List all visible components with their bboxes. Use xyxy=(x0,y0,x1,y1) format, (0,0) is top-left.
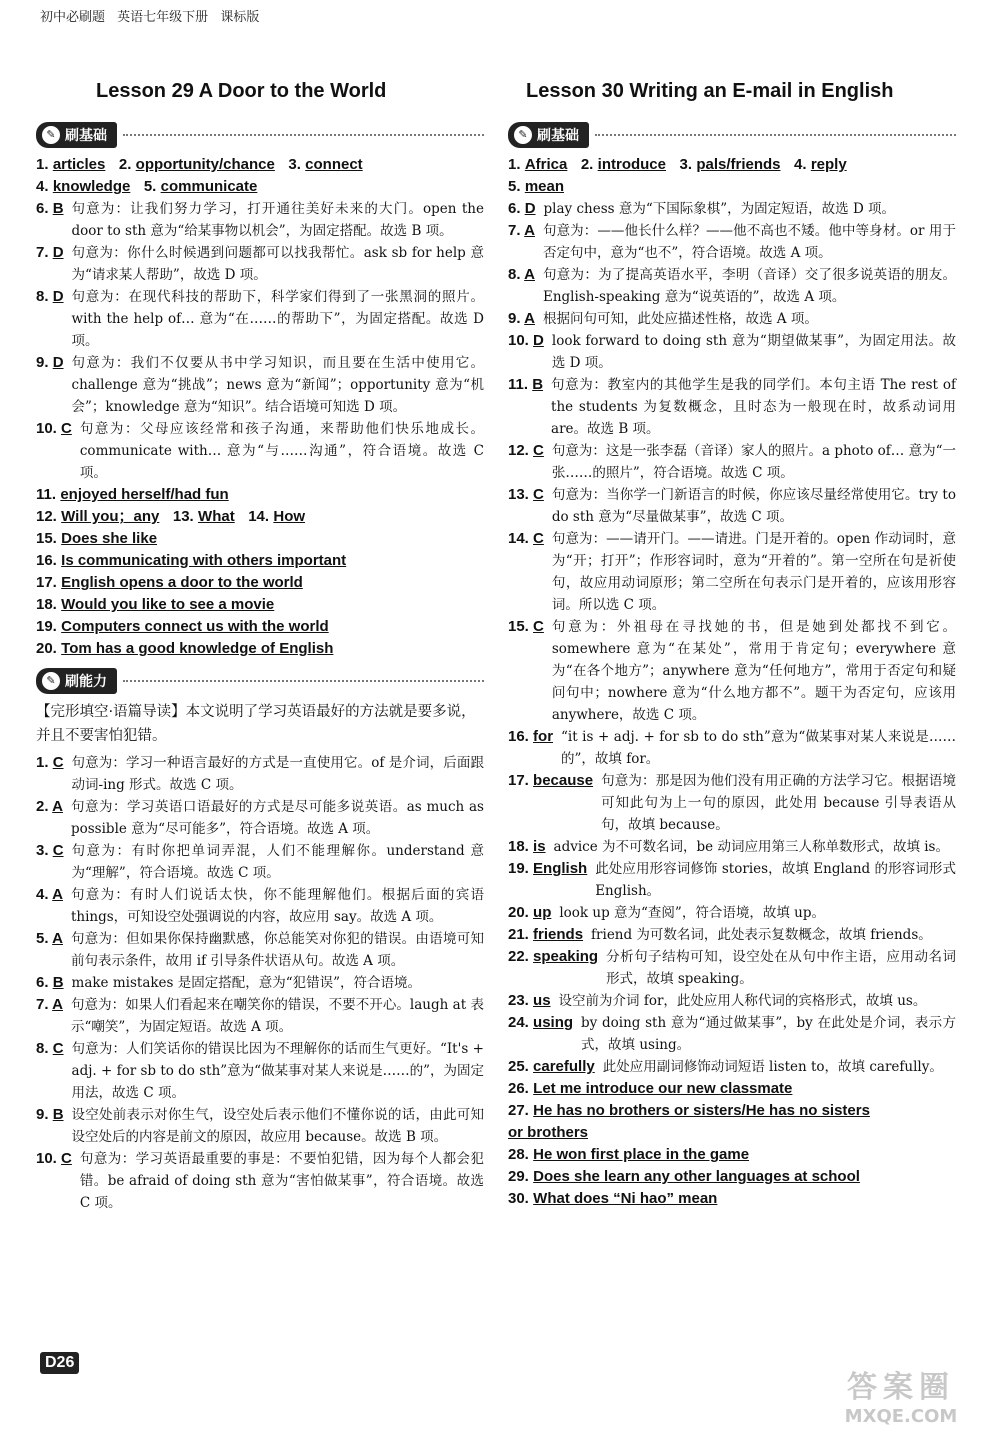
question-number: 12. xyxy=(508,442,529,459)
answer-line xyxy=(36,154,484,176)
answer-item xyxy=(508,616,956,726)
answer-text: What does “Ni hao” mean xyxy=(533,1190,718,1207)
question-number: 3. xyxy=(36,842,49,859)
answer-key: A xyxy=(52,798,63,815)
answer-line xyxy=(508,1122,956,1144)
item-label xyxy=(36,752,64,796)
question-number: 8. xyxy=(36,288,49,305)
answer-line xyxy=(508,1144,956,1166)
answer-text: Let me introduce our new classmate xyxy=(533,1080,793,1097)
item-label xyxy=(508,924,583,946)
question-number: 3. xyxy=(679,156,693,173)
answer-text: English opens a door to the world xyxy=(61,574,303,591)
explanation-text: 句意为：但如果你保持幽默感，你总能笑对你犯的错误。由语境可知前句表示条件，故用 if 引导条件状语从句。故选 A 项。 xyxy=(70,931,484,969)
question-number: 3. xyxy=(288,156,301,173)
answer-key: C xyxy=(61,420,72,437)
item-label xyxy=(508,528,544,616)
item-label xyxy=(508,726,553,770)
explanation-text: friend 为可数名词，此处表示复数概念，故填 friends。 xyxy=(591,927,932,943)
pencil-icon: ✎ xyxy=(42,126,60,144)
question-number: 10. xyxy=(36,1150,57,1167)
section-badge xyxy=(36,668,117,694)
question-number: 14. xyxy=(248,508,270,525)
explanation-text: 句意为：人们笑话你的错误比因为不理解你的话而生气更好。“It's + adj. + for sb to do sth”意为“做某事对某人来说是……的”，为固定用法，故选 C 项。 xyxy=(71,1041,484,1101)
watermark-line2: MXQE.COM xyxy=(844,1406,958,1427)
item-label xyxy=(36,1104,64,1148)
answer-text: Computers connect us with the world xyxy=(61,618,329,635)
explanation-text: make mistakes 是固定搭配，意为“犯错误”，符合语境。 xyxy=(71,975,422,991)
answer-key: C xyxy=(52,754,64,771)
explanation-text: advice 为不可数名词，be 动词应用第三人称单数形式，故填 is。 xyxy=(553,839,949,855)
question-number: 20. xyxy=(508,904,529,921)
item-label xyxy=(508,770,593,836)
explanation-text: 句意为：有时你把单词弄混，人们不能理解你。understand 意为“理解”，符合语境。故选 C 项。 xyxy=(71,843,484,881)
answer-text: What xyxy=(198,508,235,525)
answer-key: using xyxy=(533,1014,574,1031)
question-number: 6. xyxy=(36,974,49,991)
answer-text: articles xyxy=(52,156,106,173)
question-number: 20. xyxy=(36,640,57,657)
question-number: 4. xyxy=(36,178,49,195)
answer-item xyxy=(36,994,484,1038)
question-number: 7. xyxy=(36,996,49,1013)
question-number: 10. xyxy=(36,420,57,437)
dotted-divider xyxy=(595,134,956,136)
explanation-text: 此处应用形容词修饰 stories，故填 England 的形容词形式 English。 xyxy=(595,861,956,899)
question-number: 15. xyxy=(508,618,529,635)
answer-text: Will you；any xyxy=(61,508,160,525)
answer-key: D xyxy=(52,288,64,305)
answer-line xyxy=(508,1166,956,1188)
item-label xyxy=(36,972,64,994)
answer-item xyxy=(36,752,484,796)
item-label xyxy=(36,418,72,484)
answer-key: D xyxy=(533,332,544,349)
answer-key: B xyxy=(52,1106,64,1123)
question-number: 1. xyxy=(36,156,49,173)
question-number: 4. xyxy=(36,886,49,903)
explanation-text: 句意为：这是一张李磊（音译）家人的照片。a photo of… 意为“一张……的照片”，符合语境。故选 C 项。 xyxy=(551,443,956,481)
section-badge xyxy=(36,122,117,148)
answer-key: C xyxy=(533,530,544,547)
watermark-logo xyxy=(826,1362,976,1426)
answer-text: pals/friends xyxy=(696,156,781,173)
answer-text: knowledge xyxy=(52,178,131,195)
item-label xyxy=(508,308,535,330)
item-label xyxy=(508,484,544,528)
answer-line xyxy=(36,176,484,198)
answer-text: How xyxy=(273,508,306,525)
explanation-text: 句意为：为了提高英语水平，李明（音译）交了很多说英语的朋友。English-speaking 意为“说英语的”，故选 A 项。 xyxy=(542,267,956,305)
answer-text: Does she learn any other languages at school xyxy=(533,1168,860,1185)
item-label xyxy=(508,440,544,484)
answer-text: Would you like to see a movie xyxy=(61,596,275,613)
question-number: 11. xyxy=(36,486,57,503)
question-number: 9. xyxy=(36,354,49,371)
explanation-text: 句意为：有时人们说话太快，你不能理解他们。根据后面的宾语 things，可知设空处强调说的内容，故应用 say。故选 A 项。 xyxy=(70,887,484,925)
explanation-text: 句意为：如果人们看起来在嘲笑你的错误，不要不开心。laugh at 表示“嘲笑”，为固定短语。故选 A 项。 xyxy=(70,997,484,1035)
answer-item xyxy=(36,796,484,840)
answer-line xyxy=(36,638,484,660)
answer-key: D xyxy=(52,354,64,371)
answer-key: A xyxy=(524,310,535,327)
question-number: 26. xyxy=(508,1080,529,1097)
question-number: 5. xyxy=(143,178,157,195)
answer-key: speaking xyxy=(533,948,599,965)
answer-key: A xyxy=(52,886,63,903)
question-number: 18. xyxy=(36,596,57,613)
answer-line xyxy=(508,154,956,176)
section-label: 刷基础 xyxy=(65,128,107,144)
item-label xyxy=(508,1056,595,1078)
explanation-text: by doing sth 意为“通过做某事”，by 在此处是介词，表示方式，故填 using。 xyxy=(581,1015,956,1053)
question-number: 7. xyxy=(36,244,49,261)
answer-key: C xyxy=(533,486,544,503)
question-number: 24. xyxy=(508,1014,529,1031)
section-basic-left xyxy=(36,120,484,150)
question-number: 17. xyxy=(36,574,57,591)
answer-line xyxy=(508,1078,956,1100)
question-number: 9. xyxy=(508,310,521,327)
question-number: 15. xyxy=(36,530,57,547)
answer-key: B xyxy=(52,974,64,991)
item-label xyxy=(508,902,551,924)
answer-key: C xyxy=(533,442,544,459)
section-basic-right xyxy=(508,120,956,150)
answer-item xyxy=(36,1104,484,1148)
answer-text: reply xyxy=(810,156,847,173)
answer-key: C xyxy=(52,1040,64,1057)
question-number: 17. xyxy=(508,772,529,789)
question-number: 8. xyxy=(508,266,521,283)
item-label xyxy=(508,264,535,308)
question-number: 16. xyxy=(36,552,57,569)
answer-text: Is communicating with others important xyxy=(61,552,347,569)
left-choice-answers xyxy=(36,198,484,484)
answer-line xyxy=(36,594,484,616)
answer-item xyxy=(36,840,484,884)
dotted-divider xyxy=(123,134,484,136)
answer-item xyxy=(36,884,484,928)
question-number: 2. xyxy=(118,156,132,173)
item-label xyxy=(508,220,535,264)
answer-item xyxy=(508,902,956,924)
item-label xyxy=(508,946,598,990)
question-number: 12. xyxy=(36,508,57,525)
question-number: 13. xyxy=(508,486,529,503)
question-number: 21. xyxy=(508,926,529,943)
question-number: 27. xyxy=(508,1102,529,1119)
section-label: 刷基础 xyxy=(537,128,579,144)
answer-item xyxy=(508,440,956,484)
answer-key: D xyxy=(52,244,64,261)
answer-line xyxy=(508,1188,956,1210)
right-item-answers xyxy=(508,198,956,1078)
edition-name: 课标版 xyxy=(220,10,260,25)
explanation-text: 句意为：那是因为他们没有用正确的方法学习它。根据语境可知此句为上一句的原因，此处用 because 引导表语从句，故填 because。 xyxy=(601,773,956,833)
item-label xyxy=(36,286,64,352)
answer-item xyxy=(508,990,956,1012)
answer-key: because xyxy=(533,772,594,789)
answer-key: is xyxy=(533,838,546,855)
explanation-text: 句意为：学习英语最重要的事是：不要怕犯错，因为每个人都会犯错。be afraid of doing sth 意为“害怕做某事”，符合语境。故选 C 项。 xyxy=(79,1151,484,1211)
item-label xyxy=(36,352,64,418)
question-number: 22. xyxy=(508,948,529,965)
explanation-text: 句意为：——他长什么样？——他不高也不矮。他中等身材。or 用于否定句中，意为“也不”，符合语境。故选 A 项。 xyxy=(542,223,956,261)
answer-item xyxy=(508,264,956,308)
explanation-text: 句意为：——请开门。——请进。门是开着的。open 作动词时，意为“开；打开”；作形容词时，意为“开着的”。第一空所在句是祈使句，故应用动词原形；第二空所在句表示门是开着的，应该用形容词。所以选 C 项。 xyxy=(551,531,956,613)
item-label xyxy=(508,858,587,902)
answer-key: A xyxy=(52,930,63,947)
item-label xyxy=(508,374,543,440)
answer-item xyxy=(508,220,956,264)
question-number: 2. xyxy=(580,156,594,173)
explanation-text: “it is + adj. + for sb to do sth”意为“做某事对某人来说是……的”，故填 for。 xyxy=(561,729,956,767)
item-label xyxy=(36,994,63,1038)
answer-key: B xyxy=(532,376,544,393)
answer-key: D xyxy=(524,200,536,217)
answer-item xyxy=(36,242,484,286)
pencil-icon: ✎ xyxy=(514,126,532,144)
explanation-text: 句意为：外祖母在寻找她的书，但是她到处都找不到它。somewhere 意为“在某处”，常用于肯定句；everywhere 意为“在各个地方”；anywhere 意为“任何地方”，常用于否定句和疑问句中；nowhere 意为“什么地方都不”。题干为否定句，应该用 anywhere，故选 C 项。 xyxy=(551,619,956,723)
explanation-text: 设空前为介词 for，此处应用人称代词的宾格形式，故填 us。 xyxy=(558,993,927,1009)
explanation-text: 句意为：学习一种语言最好的方式是一直使用它。of 是介词，后面跟动词-ing 形式。故选 C 项。 xyxy=(71,755,484,793)
question-number: 1. xyxy=(508,156,521,173)
answer-item xyxy=(508,308,956,330)
explanation-text: look forward to doing sth 意为“期望做某事”，为固定用法。故选 D 项。 xyxy=(551,333,956,371)
section-label: 刷能力 xyxy=(65,674,107,690)
item-label xyxy=(36,884,63,928)
answer-key: friends xyxy=(533,926,584,943)
question-number: 30. xyxy=(508,1190,529,1207)
question-number: 14. xyxy=(508,530,529,547)
answer-text: or brothers xyxy=(508,1124,589,1141)
answer-item xyxy=(508,770,956,836)
answer-item xyxy=(36,418,484,484)
answer-item xyxy=(36,972,484,994)
question-number: 5. xyxy=(508,178,521,195)
cloze-intro: 【完形填空·语篇导读】本文说明了学习英语最好的方法就是要多说，并且不要害怕犯错。 xyxy=(36,704,476,744)
explanation-text: 句意为：让我们努力学习，打开通往美好未来的大门。open the door to sth 意为“给某事物以机会”，为固定搭配。故选 B 项。 xyxy=(71,201,484,239)
answer-key: English xyxy=(533,860,588,877)
pencil-icon: ✎ xyxy=(42,672,60,690)
right-sentence-answers xyxy=(508,1078,956,1210)
answer-item xyxy=(508,528,956,616)
question-number: 2. xyxy=(36,798,49,815)
answer-key: C xyxy=(533,618,544,635)
answer-text: connect xyxy=(305,156,363,173)
item-label xyxy=(36,1148,72,1214)
question-number: 1. xyxy=(36,754,49,771)
answer-key: carefully xyxy=(533,1058,595,1075)
answer-item xyxy=(508,858,956,902)
answer-text: He won first place in the game xyxy=(533,1146,750,1163)
answer-key: us xyxy=(533,992,551,1009)
question-number: 10. xyxy=(508,332,529,349)
answer-text: opportunity/chance xyxy=(135,156,275,173)
question-number: 5. xyxy=(36,930,49,947)
answer-text: introduce xyxy=(597,156,666,173)
answer-text: He has no brothers or sisters/He has no sisters xyxy=(533,1102,870,1119)
answer-key: A xyxy=(524,222,535,239)
explanation-text: 句意为：当你学一门新语言的时候，你应该尽量经常使用它。try to do sth 意为“尽量做某事”，故选 C 项。 xyxy=(551,487,956,525)
answer-key: A xyxy=(52,996,63,1013)
question-number: 18. xyxy=(508,838,529,855)
answer-item xyxy=(508,836,956,858)
question-number: 6. xyxy=(36,200,49,217)
subject-name: 英语七年级下册 xyxy=(117,10,209,25)
question-number: 19. xyxy=(36,618,57,635)
question-number: 19. xyxy=(508,860,529,877)
answer-item xyxy=(508,374,956,440)
item-label xyxy=(508,616,544,726)
item-label xyxy=(508,330,544,374)
explanation-text: 句意为：在现代科技的帮助下，科学家们得到了一张黑洞的照片。with the help of… 意为“在……的帮助下”，为固定搭配。故选 D 项。 xyxy=(71,289,484,349)
explanation-text: 设空处前表示对你生气，设空处后表示他们不懂你说的话，由此可知设空处后的内容是前文的原因，故应用 because。故选 B 项。 xyxy=(71,1107,484,1145)
explanation-text: 句意为：我们不仅要从书中学习知识，而且要在生活中使用它。challenge 意为“挑战”；news 意为“新闻”；opportunity 意为“机会”；knowledge 意为“知识”。结合语境可知选 D 项。 xyxy=(71,355,484,415)
question-number: 29. xyxy=(508,1168,529,1185)
answer-key: for xyxy=(533,728,554,745)
answer-key: up xyxy=(533,904,552,921)
answer-key: B xyxy=(52,200,64,217)
question-number: 4. xyxy=(794,156,807,173)
answer-line xyxy=(36,550,484,572)
question-number: 28. xyxy=(508,1146,529,1163)
answer-item xyxy=(508,946,956,990)
answer-item xyxy=(508,1056,956,1078)
lesson-29-title: Lesson 29 A Door to the World xyxy=(96,80,387,102)
explanation-text: 句意为：教室内的其他学生是我的同学们。本句主语 The rest of the students 为复数概念，且时态为一般现在时，故系动词用 are。故选 B 项。 xyxy=(551,377,956,437)
answer-item xyxy=(36,1038,484,1104)
question-number: 9. xyxy=(36,1106,49,1123)
item-label xyxy=(36,840,64,884)
answer-text: Tom has a good knowledge of English xyxy=(61,640,334,657)
question-number: 7. xyxy=(508,222,521,239)
item-label xyxy=(508,198,536,220)
answer-item xyxy=(508,924,956,946)
left-cloze-answers xyxy=(36,752,484,1214)
question-number: 11. xyxy=(508,376,529,393)
explanation-text: 句意为：父母应该经常和孩子沟通，来帮助他们快乐地成长。communicate with… 意为“与……沟通”，符合语境。故选 C 项。 xyxy=(79,421,484,481)
series-name: 初中必刷题 xyxy=(40,10,106,25)
watermark-line1: 答案圈 xyxy=(847,1370,955,1405)
lesson-30-title: Lesson 30 Writing an E-mail in English xyxy=(526,80,894,102)
answer-key: A xyxy=(524,266,535,283)
running-header xyxy=(40,6,267,25)
answer-text: communicate xyxy=(160,178,258,195)
item-label xyxy=(508,990,551,1012)
left-basic-answers xyxy=(36,154,484,198)
left-column xyxy=(36,118,484,1214)
explanation-text: 句意为：你什么时候遇到问题都可以找我帮忙。ask sb for help 意为“请求某人帮助”，故选 D 项。 xyxy=(71,245,484,283)
explanation-text: 此处应用副词修饰动词短语 listen to，故填 carefully。 xyxy=(602,1059,943,1075)
dotted-divider xyxy=(123,680,484,682)
answer-item xyxy=(36,1148,484,1214)
item-label xyxy=(36,242,64,286)
answer-item xyxy=(508,330,956,374)
answer-line xyxy=(36,616,484,638)
explanation-text: 分析句子结构可知，设空处在从句中作主语，应用动名词形式，故填 speaking。 xyxy=(606,949,956,987)
answer-text: Africa xyxy=(524,156,568,173)
question-number: 13. xyxy=(172,508,194,525)
answer-item xyxy=(36,352,484,418)
answer-item xyxy=(508,726,956,770)
right-column xyxy=(508,118,956,1210)
answer-item xyxy=(508,1012,956,1056)
answer-line xyxy=(36,528,484,550)
item-label xyxy=(36,1038,64,1104)
explanation-text: look up 意为“查阅”，符合语境，故填 up。 xyxy=(559,905,825,921)
question-number: 25. xyxy=(508,1058,529,1075)
answer-line xyxy=(36,484,484,506)
answer-item xyxy=(508,198,956,220)
answer-key: C xyxy=(52,842,64,859)
question-number: 6. xyxy=(508,200,521,217)
answer-item xyxy=(36,198,484,242)
answer-line xyxy=(36,506,484,528)
section-ability-left xyxy=(36,666,484,696)
section-badge xyxy=(508,122,589,148)
question-number: 8. xyxy=(36,1040,49,1057)
answer-item xyxy=(36,286,484,352)
item-label xyxy=(508,1012,573,1056)
item-label xyxy=(36,796,63,840)
answer-line xyxy=(508,176,956,198)
answer-item xyxy=(36,928,484,972)
item-label xyxy=(508,836,546,858)
answer-text: enjoyed herself/had fun xyxy=(60,486,229,503)
answer-line xyxy=(508,1100,956,1122)
explanation-text: 根据问句可知，此处应描述性格，故选 A 项。 xyxy=(542,311,818,327)
answer-key: C xyxy=(61,1150,72,1167)
explanation-text: 句意为：学习英语口语最好的方式是尽可能多说英语。as much as possible 意为“尽可能多”，符合语境。故选 A 项。 xyxy=(70,799,484,837)
answer-text: mean xyxy=(524,178,564,195)
question-number: 16. xyxy=(508,728,529,745)
page-number: D26 xyxy=(40,1352,79,1374)
answer-text: Does she like xyxy=(61,530,158,547)
answer-line xyxy=(36,572,484,594)
item-label xyxy=(36,198,64,242)
explanation-text: play chess 意为“下国际象棋”，为固定短语，故选 D 项。 xyxy=(543,201,896,217)
answer-item xyxy=(508,484,956,528)
right-basic-answers xyxy=(508,154,956,198)
left-phrase-answers xyxy=(36,484,484,660)
question-number: 23. xyxy=(508,992,529,1009)
item-label xyxy=(36,928,63,972)
